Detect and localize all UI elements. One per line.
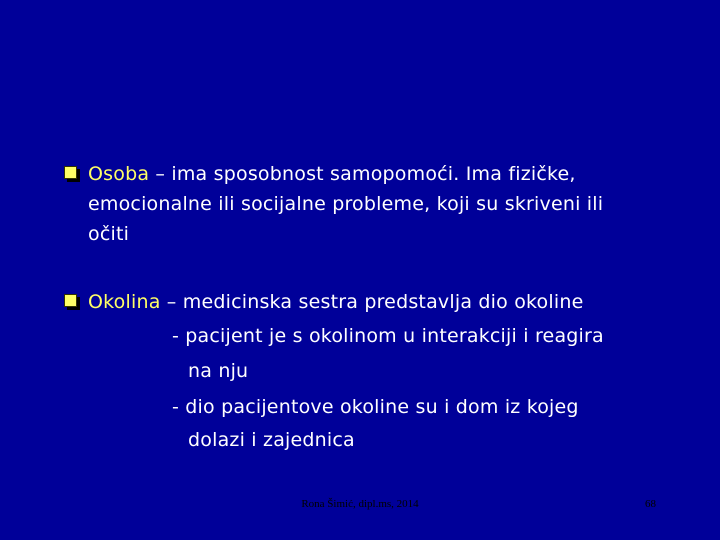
term-okolina: Okolina (88, 291, 161, 313)
bullet-okolina-line-4: - dio pacijentove okoline su i dom iz kojeg (172, 396, 579, 418)
bullet-okolina-line-3: na nju (188, 360, 249, 382)
bullet-okolina-text: – medicinska sestra predstavlja dio okoline (160, 291, 584, 313)
bullet-okolina-line-5: dolazi i zajednica (188, 429, 355, 451)
term-osoba: Osoba (88, 163, 150, 185)
bullet-square-icon (64, 166, 80, 182)
bullet-okolina-line-2: - pacijent je s okolinom u interakciji i reagira (172, 325, 604, 347)
bullet-osoba-line-3: očiti (88, 223, 130, 245)
page-number: 68 (645, 498, 656, 510)
bullet-osoba-line-1 (88, 163, 576, 185)
bullet-osoba-text: – ima sposobnost samopomoći. Ima fizičke, (149, 163, 576, 185)
footer-author: Rona Šimić, dipl.ms, 2014 (301, 498, 419, 510)
bullet-okolina-line-1 (88, 291, 583, 313)
bullet-osoba-line-2: emocionalne ili socijalne probleme, koji su skriveni ili (88, 193, 604, 215)
bullet-square-icon (64, 294, 80, 310)
